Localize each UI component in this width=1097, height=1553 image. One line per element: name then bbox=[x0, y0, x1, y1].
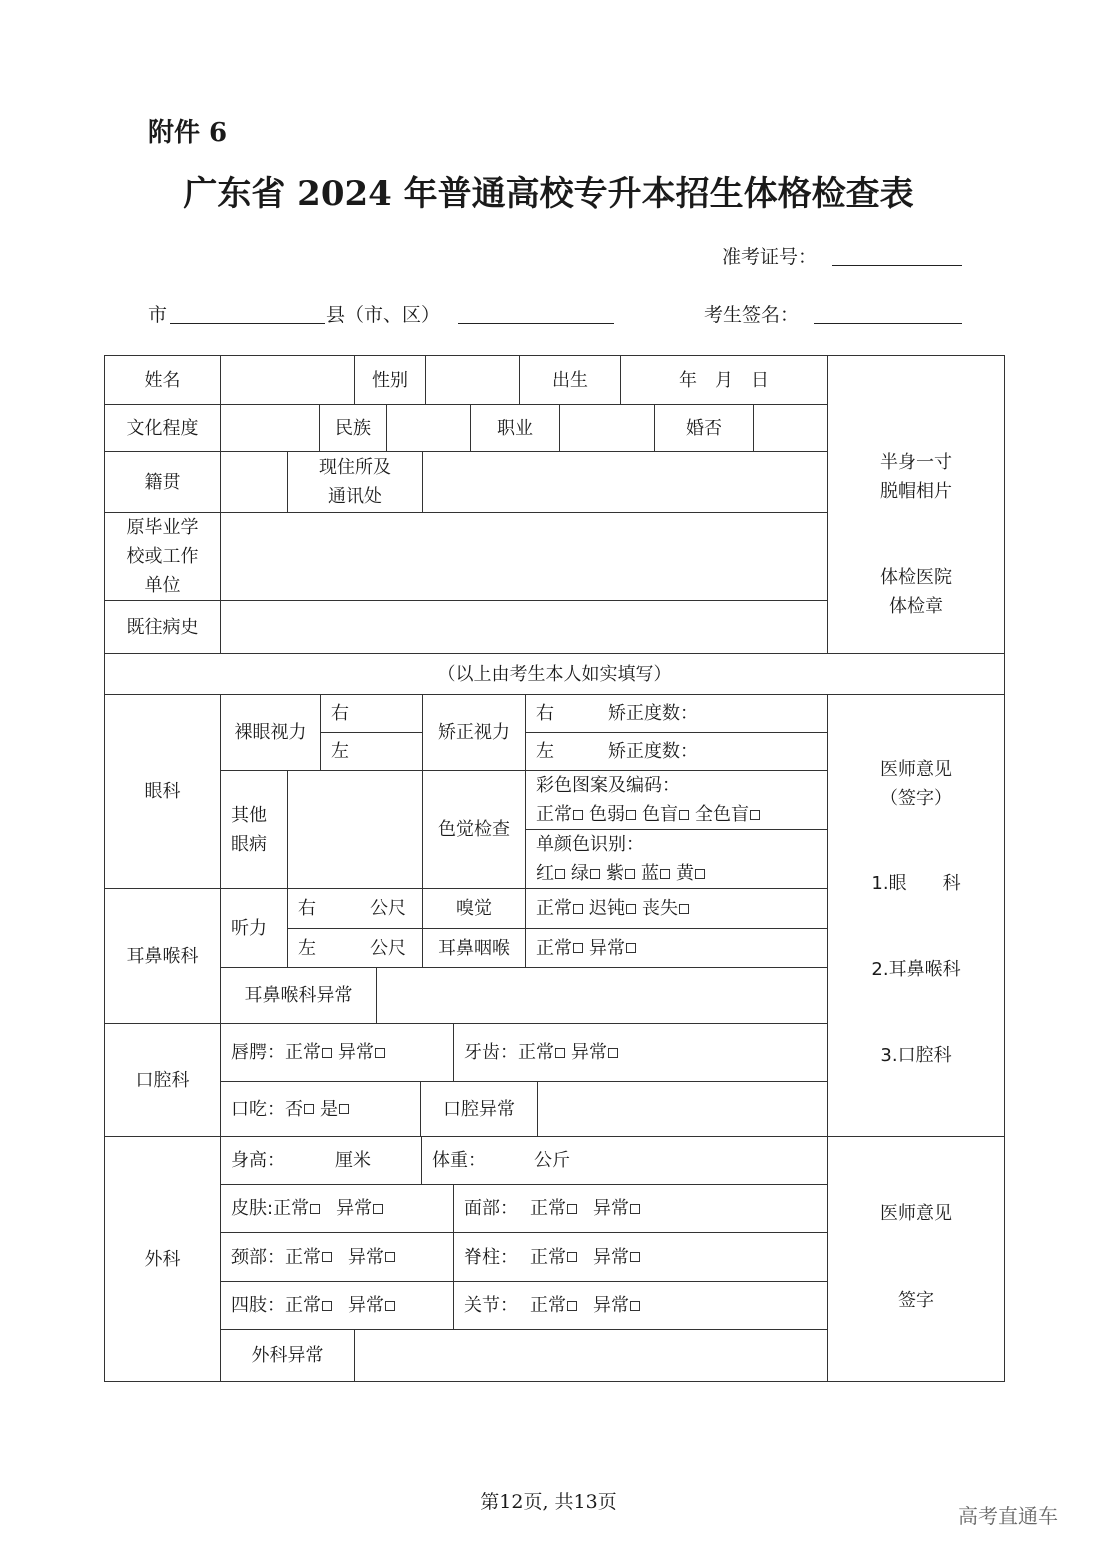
doctor-opinion-subtitle: （签字） bbox=[880, 788, 952, 809]
option-normal: 正常 bbox=[518, 1042, 554, 1063]
address-label-line1: 现住所及 bbox=[319, 457, 391, 478]
checkbox-yellow[interactable] bbox=[695, 869, 705, 879]
checkbox-red[interactable] bbox=[555, 869, 565, 879]
checkbox-normal[interactable] bbox=[573, 904, 583, 914]
signature-field[interactable] bbox=[814, 323, 962, 324]
face-options bbox=[453, 1184, 828, 1233]
other-eye-line2: 眼病 bbox=[231, 833, 267, 855]
teeth-label: 牙齿： bbox=[464, 1042, 518, 1063]
school-label-line3: 单位 bbox=[144, 575, 181, 596]
school-label-line1: 原毕业学 bbox=[126, 517, 199, 538]
spine-options bbox=[453, 1232, 828, 1282]
naked-vision-left[interactable]: 左 bbox=[320, 732, 423, 771]
other-eye-disease-field[interactable] bbox=[287, 770, 423, 889]
gender-label: 性别 bbox=[354, 355, 426, 405]
history-field[interactable] bbox=[220, 600, 828, 654]
option-abnormal: 异常 bbox=[571, 1042, 607, 1063]
smell-label: 嗅觉 bbox=[422, 888, 526, 929]
option-yellow: 黄 bbox=[676, 863, 694, 884]
checkbox-normal[interactable] bbox=[555, 1048, 565, 1058]
color-pattern-label: 彩色图案及编码： bbox=[536, 775, 680, 796]
stamp-label-line2: 体检章 bbox=[889, 596, 943, 617]
checkbox-green[interactable] bbox=[590, 869, 600, 879]
checkbox-normal[interactable] bbox=[322, 1301, 332, 1311]
joints-options bbox=[453, 1281, 828, 1330]
corrected-left-degree[interactable]: 左 矫正度数： bbox=[525, 732, 828, 771]
education-label: 文化程度 bbox=[104, 404, 221, 452]
option-normal: 正常 bbox=[530, 1246, 566, 1268]
checkbox-abnormal[interactable] bbox=[626, 943, 636, 953]
ent-throat-options bbox=[525, 928, 828, 968]
color-test-label: 色觉检查 bbox=[422, 770, 526, 889]
oral-abnormal-label: 口腔异常 bbox=[420, 1081, 538, 1137]
address-label bbox=[287, 451, 423, 513]
lips-options bbox=[220, 1023, 454, 1082]
option-abnormal: 异常 bbox=[338, 1042, 374, 1063]
form-title: 广东省 2024 年普通高校专升本招生体格检查表 bbox=[183, 174, 914, 214]
option-abnormal: 异常 bbox=[348, 1295, 384, 1316]
option-yes: 是 bbox=[320, 1098, 338, 1120]
doctor-opinion-title: 医师意见 bbox=[880, 759, 952, 780]
option-green: 绿 bbox=[571, 863, 589, 884]
school-label-line2: 校或工作 bbox=[126, 546, 199, 567]
other-eye-line1: 其他 bbox=[231, 804, 267, 826]
color-pattern-options bbox=[536, 800, 766, 829]
option-total-blind: 全色盲 bbox=[695, 804, 749, 825]
stamp-label-line1: 体检医院 bbox=[880, 567, 952, 588]
opinion-item-oral: 3.口腔科 bbox=[880, 1045, 952, 1066]
county-field[interactable] bbox=[458, 323, 614, 324]
height-field[interactable] bbox=[220, 1136, 422, 1185]
checkbox-no[interactable] bbox=[304, 1104, 314, 1114]
gender-field[interactable] bbox=[425, 355, 520, 405]
county-label: 县（市、区） bbox=[326, 304, 441, 326]
hearing-label: 听力 bbox=[220, 888, 288, 968]
weight-label: 体重： bbox=[432, 1150, 486, 1171]
neck-options bbox=[220, 1232, 454, 1282]
attachment-label: 附件 6 bbox=[148, 118, 228, 148]
color-pattern-cell bbox=[525, 770, 828, 830]
joints-label: 关节： bbox=[464, 1295, 518, 1316]
mono-color-options bbox=[536, 859, 711, 888]
ent-abnormal-field[interactable] bbox=[376, 967, 828, 1024]
checkbox-normal[interactable] bbox=[573, 810, 583, 820]
option-normal: 正常 bbox=[536, 804, 572, 825]
surgery-abnormal-field[interactable] bbox=[354, 1329, 828, 1382]
naked-vision-label: 裸眼视力 bbox=[220, 694, 321, 771]
city-field[interactable] bbox=[170, 323, 325, 324]
checkbox-total-blind[interactable] bbox=[750, 810, 760, 820]
teeth-options bbox=[453, 1023, 828, 1082]
spine-label: 脊柱： bbox=[464, 1246, 518, 1268]
mono-color-label: 单颜色识别： bbox=[536, 834, 644, 855]
option-purple: 紫 bbox=[606, 863, 624, 884]
checkbox-abnormal[interactable] bbox=[385, 1252, 395, 1262]
name-field[interactable] bbox=[220, 355, 355, 405]
corrected-vision-label: 矫正视力 bbox=[422, 694, 526, 771]
weight-unit: 公斤 bbox=[534, 1150, 570, 1171]
option-abnormal: 异常 bbox=[593, 1246, 629, 1268]
option-lost: 丧失 bbox=[642, 898, 678, 919]
option-dull: 迟钝 bbox=[589, 898, 625, 919]
other-eye-disease-label bbox=[220, 770, 288, 889]
checkbox-abnormal[interactable] bbox=[630, 1252, 640, 1262]
checkbox-blue[interactable] bbox=[660, 869, 670, 879]
occupation-label: 职业 bbox=[470, 404, 560, 452]
limbs-label: 四肢： bbox=[231, 1295, 285, 1316]
checkbox-yes[interactable] bbox=[339, 1104, 349, 1114]
eye-section-label: 眼科 bbox=[104, 694, 221, 889]
ent-throat-label: 耳鼻咽喉 bbox=[422, 928, 526, 968]
hearing-right[interactable]: 右 公尺 bbox=[287, 888, 423, 929]
page-number: 第12页, 共13页 bbox=[480, 1491, 617, 1513]
checkbox-abnormal[interactable] bbox=[375, 1048, 385, 1058]
corrected-right-degree[interactable]: 右 矫正度数： bbox=[525, 694, 828, 733]
marital-label: 婚否 bbox=[654, 404, 754, 452]
option-normal: 正常 bbox=[530, 1198, 566, 1219]
option-normal: 正常 bbox=[273, 1198, 310, 1219]
city-label: 市 bbox=[148, 304, 168, 326]
ent-abnormal-label: 耳鼻喉科异常 bbox=[220, 967, 377, 1024]
option-abnormal: 异常 bbox=[348, 1246, 384, 1268]
address-label-line2: 通讯处 bbox=[328, 486, 382, 507]
option-normal: 正常 bbox=[536, 937, 572, 959]
checkbox-normal[interactable] bbox=[573, 943, 583, 953]
checkbox-abnormal[interactable] bbox=[608, 1048, 618, 1058]
checkbox-purple[interactable] bbox=[625, 869, 635, 879]
marital-field[interactable] bbox=[753, 404, 828, 452]
photo-label-line1: 半身一寸 bbox=[880, 452, 952, 473]
checkbox-normal[interactable] bbox=[310, 1204, 320, 1214]
doctor-opinion-1[interactable] bbox=[827, 694, 1005, 1137]
option-abnormal: 异常 bbox=[593, 1295, 629, 1316]
checkbox-normal[interactable] bbox=[322, 1252, 332, 1262]
doctor-opinion-2-sign: 签字 bbox=[898, 1290, 934, 1311]
oral-abnormal-field[interactable] bbox=[537, 1081, 828, 1137]
lips-label: 唇腭： bbox=[231, 1042, 285, 1063]
address-field[interactable] bbox=[422, 451, 828, 513]
history-label: 既往病史 bbox=[104, 600, 221, 654]
height-unit: 厘米 bbox=[335, 1150, 371, 1171]
checkbox-dull[interactable] bbox=[626, 904, 636, 914]
stutter-label: 口吃： bbox=[231, 1098, 285, 1120]
ent-section-label: 耳鼻喉科 bbox=[104, 888, 221, 1024]
education-field[interactable] bbox=[220, 404, 320, 452]
limbs-options bbox=[220, 1281, 454, 1330]
checkbox-lost[interactable] bbox=[679, 904, 689, 914]
birth-date-field[interactable]: 年 月 日 bbox=[620, 355, 828, 405]
option-red: 红 bbox=[536, 863, 554, 884]
neck-label: 颈部： bbox=[231, 1246, 285, 1268]
naked-vision-right[interactable]: 右 bbox=[320, 694, 423, 733]
signature-label: 考生签名： bbox=[704, 304, 800, 326]
checkbox-abnormal[interactable] bbox=[630, 1204, 640, 1214]
option-normal: 正常 bbox=[285, 1246, 321, 1268]
origin-label: 籍贯 bbox=[104, 451, 221, 513]
checkbox-normal[interactable] bbox=[567, 1204, 577, 1214]
opinion-item-ent: 2.耳鼻喉科 bbox=[871, 959, 961, 980]
watermark: 高考直通车 bbox=[958, 1504, 1058, 1528]
checkbox-normal[interactable] bbox=[567, 1252, 577, 1262]
option-no: 否 bbox=[285, 1098, 303, 1120]
mono-color-cell bbox=[525, 829, 828, 889]
option-normal: 正常 bbox=[530, 1295, 566, 1316]
oral-section-label: 口腔科 bbox=[104, 1023, 221, 1137]
birth-label: 出生 bbox=[519, 355, 621, 405]
option-normal: 正常 bbox=[536, 898, 572, 919]
weight-field[interactable] bbox=[421, 1136, 828, 1185]
option-blue: 蓝 bbox=[641, 863, 659, 884]
checkbox-abnormal[interactable] bbox=[385, 1301, 395, 1311]
school-field[interactable] bbox=[220, 512, 828, 601]
stutter-options bbox=[220, 1081, 421, 1137]
option-abnormal: 异常 bbox=[589, 937, 625, 959]
surgery-abnormal-label: 外科异常 bbox=[220, 1329, 355, 1382]
option-abnormal: 异常 bbox=[593, 1198, 629, 1219]
option-abnormal: 异常 bbox=[336, 1198, 373, 1219]
photo-label-line2: 脱帽相片 bbox=[880, 481, 952, 502]
doctor-opinion-2-title: 医师意见 bbox=[880, 1203, 952, 1224]
checkbox-blind[interactable] bbox=[679, 810, 689, 820]
doctor-opinion-2[interactable] bbox=[827, 1136, 1005, 1382]
option-normal: 正常 bbox=[285, 1042, 321, 1063]
face-label: 面部： bbox=[464, 1198, 518, 1219]
school-label bbox=[104, 512, 221, 601]
occupation-field[interactable] bbox=[559, 404, 655, 452]
checkbox-abnormal[interactable] bbox=[373, 1204, 383, 1214]
option-weak: 色弱 bbox=[589, 804, 625, 825]
smell-options bbox=[525, 888, 828, 929]
ethnicity-field[interactable] bbox=[386, 404, 471, 452]
checkbox-weak[interactable] bbox=[626, 810, 636, 820]
photo-stamp-area[interactable] bbox=[827, 355, 1005, 654]
option-normal: 正常 bbox=[285, 1295, 321, 1316]
skin-label: 皮肤: bbox=[231, 1198, 274, 1219]
hearing-left[interactable]: 左 公尺 bbox=[287, 928, 423, 968]
surgery-section-label: 外科 bbox=[104, 1136, 221, 1382]
ethnicity-label: 民族 bbox=[319, 404, 387, 452]
exam-id-field[interactable] bbox=[832, 265, 962, 266]
height-label: 身高： bbox=[231, 1150, 285, 1171]
checkbox-normal[interactable] bbox=[567, 1301, 577, 1311]
checkbox-normal[interactable] bbox=[322, 1048, 332, 1058]
origin-field[interactable] bbox=[220, 451, 288, 513]
opinion-item-eye: 1.眼 科 bbox=[871, 873, 961, 894]
self-fill-note: （以上由考生本人如实填写） bbox=[104, 653, 1005, 695]
name-label: 姓名 bbox=[104, 355, 221, 405]
option-blind: 色盲 bbox=[642, 804, 678, 825]
checkbox-abnormal[interactable] bbox=[630, 1301, 640, 1311]
exam-id-label: 准考证号： bbox=[722, 246, 818, 268]
skin-options bbox=[220, 1184, 454, 1233]
